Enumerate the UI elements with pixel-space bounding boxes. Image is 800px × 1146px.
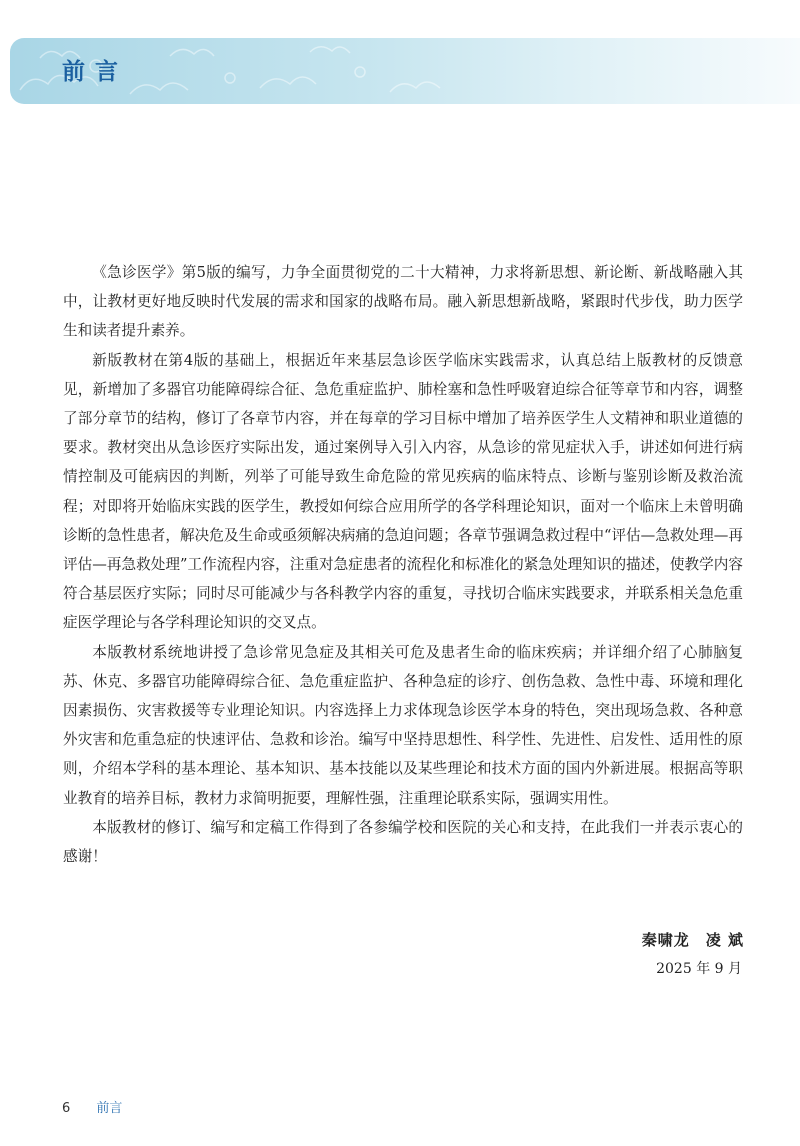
- page-title: 前言: [62, 59, 128, 85]
- signature-date: 2025 年 9 月: [656, 961, 742, 977]
- author-signature: 秦啸龙 凌 斌: [641, 931, 744, 949]
- paragraph: 《急诊医学》第5版的编写，力争全面贯彻党的二十大精神，力求将新思想、新论断、新战略融入其中，让教材更好地反映时代发展的需求和国家的战略布局。融入新思想新战略，紧跟时代步伐，助力医学生和读者提升素养。: [63, 264, 743, 340]
- section-header-banner: [10, 38, 800, 104]
- page-number: 6: [62, 1101, 71, 1116]
- cloud-pattern-decoration: [10, 38, 800, 104]
- paragraph: 本版教材的修订、编写和定稿工作得到了各参编学校和医院的关心和支持，在此我们一并表示衷心的感谢！: [63, 818, 743, 866]
- paragraph: 新版教材在第4版的基础上，根据近年来基层急诊医学临床实践需求，认真总结上版教材的反馈意见，新增加了多器官功能障碍综合征、急危重症监护、肺栓塞和急性呼吸窘迫综合征等章节和内容，调整了部分章节的结构，修订了各章节内容，并在每章的学习目标中增加了培养医学生人文精神和职业道德的要求。教材突出从急诊医疗实际出发，通过案例导入引入内容，从急诊的常见症状入手，讲述如何进行病情控制及可能病因的判断，列举了可能导致生命危险的常见疾病的临床特点、诊断与鉴别诊断及救治流程；对即将开始临床实践的医学生，教授如何综合应用所学的各学科理论知识，面对一个临床上未曾明确诊断的急性患者，解决危及生命或亟须解决病痛的急迫问题；各章节强调急救过程中“评估—急救处理—再评估—再急救处理”工作流程内容，注重对急症患者的流程化和标准化的紧急处理知识的描述，使教学内容符合基层医疗实际；同时尽可能减少与各科教学内容的重复，寻找切合临床实践要求，并联系相关急危重症医学理论与各学科理论知识的交叉点。: [63, 351, 743, 632]
- paragraph: 本版教材系统地讲授了急诊常见急症及其相关可危及患者生命的临床疾病；并详细介绍了心肺脑复苏、休克、多器官功能障碍综合征、急危重症监护、各种急症的诊疗、创伤急救、急性中毒、环境和理化因素损伤、灾害救援等专业理论知识。内容选择上力求体现急诊医学本身的特色，突出现场急救、各种意外灾害和危重急症的快速评估、急救和诊治。编写中坚持思想性、科学性、先进性、启发性、适用性的原则，介绍本学科的基本理论、基本知识、基本技能以及某些理论和技术方面的国内外新进展。根据高等职业教育的培养目标，教材力求简明扼要，理解性强，注重理论联系实际，强调实用性。: [63, 643, 743, 807]
- footer-section-title: 前言: [96, 1101, 123, 1116]
- preface-body: [63, 258, 743, 871]
- page-footer: [62, 1097, 122, 1116]
